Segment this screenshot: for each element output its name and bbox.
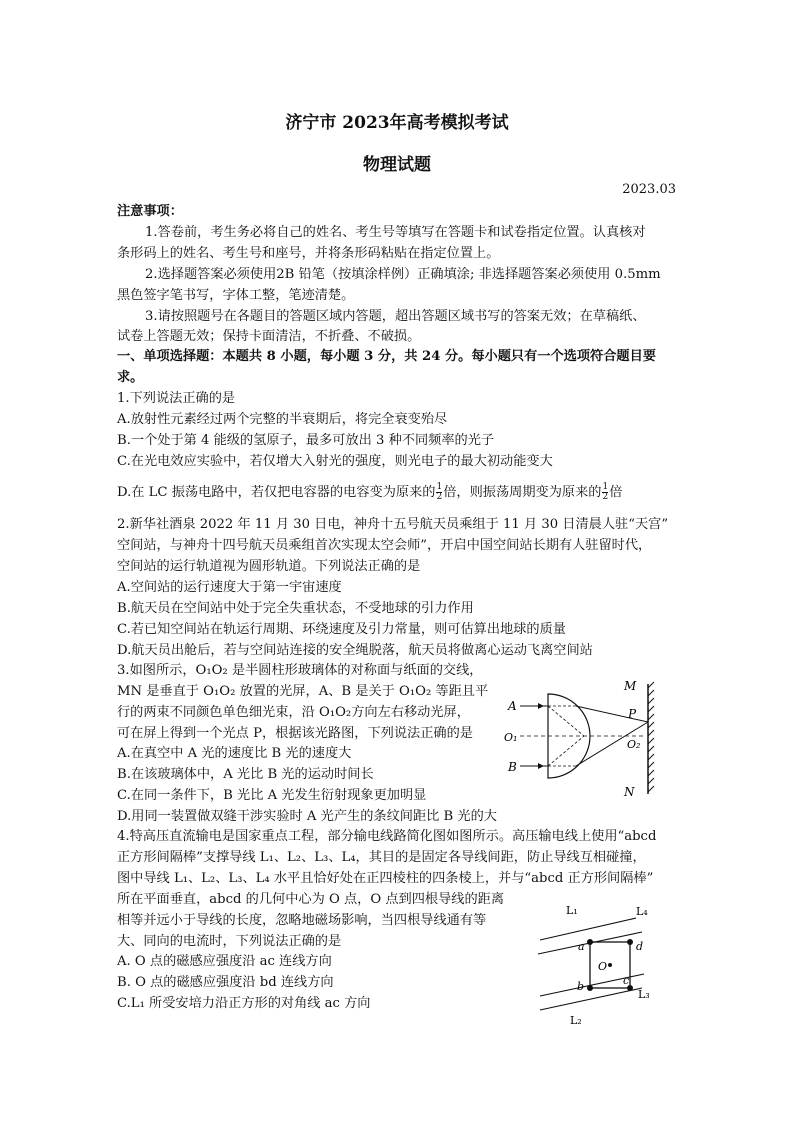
q2-stem: 2.新华社酒泉 2022 年 11 月 30 日电，神舟十五号航天员乘组于 11 月 30 日清晨人驻“天宫” xyxy=(117,517,669,532)
q1-option-d-text2: 倍，则振荡周期变为原来的 xyxy=(443,485,602,500)
q2-stem: 空间站的运行轨道视为圆形轨道。下列说法正确的是 xyxy=(117,559,421,574)
fraction-denominator: 2 xyxy=(602,492,609,502)
section-heading: 一、单项选择题：本题共 8 小题，每小题 3 分，共 24 分。每小题只有一个选项符合题目要 xyxy=(117,349,656,364)
q3-option-a: A.在真空中 A 光的速度比 B 光的速度大 xyxy=(117,746,352,761)
q1-option-b: B.一个处于第 4 能级的氢原子，最多可放出 3 种不同频率的光子 xyxy=(117,433,495,448)
subject-title: 物理试题 xyxy=(363,155,431,175)
node-d xyxy=(627,939,633,945)
fraction xyxy=(436,483,442,502)
q1-option-c: C.在光电效应实验中，若仅增大入射光的强度，则光电子的最大初动能变大 xyxy=(117,454,553,469)
label-l2: L₂ xyxy=(570,1014,582,1027)
label-b: b xyxy=(577,980,585,993)
notice-line: 黑色签字笔书写，字体工整，笔迹清楚。 xyxy=(117,288,355,303)
fraction-numerator: 1 xyxy=(602,482,609,492)
node-a xyxy=(587,939,593,945)
q2-option-b: B.航天员在空间站中处于完全失重状态，不受地球的引力作用 xyxy=(117,601,474,616)
q2-option-c: C.若已知空间站在轨运行周期、环绕速度及引力常量，则可估算出地球的质量 xyxy=(117,622,566,637)
screen-hatching xyxy=(648,682,654,792)
notice-line: 1.答卷前，考生务必将自己的姓名、考生号等填写在答题卡和试卷指定位置。认真核对 xyxy=(145,225,646,240)
q4-stem: 正方形间隔棒”支撑导线 L₁、L₂、L₃、L₄，其目的是固定各导线间距，防止导线互相碰撞， xyxy=(117,850,646,865)
node-b xyxy=(587,985,593,991)
q2-option-a: A.空间站的运行速度大于第一宇宙速度 xyxy=(117,580,342,595)
q2-stem: 空间站，与神舟十四号航天员乘组首次实现太空会师”，开启中国空间站长期有人驻留时代， xyxy=(117,538,652,553)
q3-option-b: B.在该玻璃体中，A 光比 B 光的运动时间长 xyxy=(117,767,374,782)
q3-stem: 3.如图所示，O₁O₂ 是半圆柱形玻璃体的对称面与纸面的交线， xyxy=(117,663,483,678)
notice-line: 条形码上的姓名、考生号和座号，并将条形码粘贴在指定位置上。 xyxy=(117,246,500,261)
arrow-icon xyxy=(538,703,544,709)
notice-line: 2.选择题答案必须使用2B 铅笔（按填涂样例）正确填涂; 非选择题答案必须使用 0.5mm xyxy=(145,267,661,282)
label-a: A xyxy=(508,699,517,713)
q1-option-d-text1: D.在 LC 振荡电路中，若仅把电容器的电容变为原来的 xyxy=(117,485,436,500)
section-heading-cont: 求。 xyxy=(117,370,144,385)
q2-option-d: D.航天员出舱后，若与空间站连接的安全绳脱落，航天员将做离心运动飞离空间站 xyxy=(117,643,593,658)
exam-title: 济宁市 2023年高考模拟考试 xyxy=(285,113,509,133)
arrow-icon xyxy=(538,763,544,769)
q3-stem: 行的两束不同颜色单色细光束，沿 O₁O₂方向左右移动光屏， xyxy=(117,705,470,720)
q3-stem: MN 是垂直于 O₁O₂ 放置的光屏，A、B 是关于 O₁O₂ 等距且平 xyxy=(117,684,489,699)
q4-stem: 所在平面垂直，abcd 的几何中心为 O 点，O 点到四根导线的距离 xyxy=(117,892,505,907)
label-l3: L₃ xyxy=(638,988,650,1001)
fraction-denominator: 2 xyxy=(436,492,443,502)
q3-option-d: D.用同一装置做双缝干涉实验时 A 光产生的条纹间距比 B 光的大 xyxy=(117,809,497,824)
q1-option-d xyxy=(117,482,622,503)
q3-stem: 可在屏上得到一个光点 P，根据该光路图，下列说法正确的是 xyxy=(117,726,473,741)
fraction xyxy=(602,483,608,502)
notice-line: 试卷上答题无效；保持卡面清洁，不折叠、不破损。 xyxy=(117,329,421,344)
label-l1: L₁ xyxy=(566,904,578,917)
label-p: P xyxy=(628,707,637,721)
q4-stem: 图中导线 L₁、L₂、L₃、L₄ 水平且恰好处在正四棱柱的四条棱上，并与“abcd 正方形间隔棒” xyxy=(117,871,654,886)
normal-line xyxy=(548,706,584,736)
q4-stem: 4.特高压直流输电是国家重点工程，部分输电线路简化图如图所示。高压输电线上使用“abcd xyxy=(117,829,657,844)
q4-stem: 相等并远小于导线的长度，忽略地磁场影响，当四根导线通有等 xyxy=(117,913,487,928)
q4-option-a: A. O 点的磁感应强度沿 ac 连线方向 xyxy=(117,954,332,969)
label-n: N xyxy=(624,785,635,799)
q3-optics-figure xyxy=(500,676,660,802)
q4-conductor-figure xyxy=(530,898,650,1028)
label-m: M xyxy=(624,679,637,693)
label-d: d xyxy=(636,940,644,953)
label-c: c xyxy=(623,974,630,987)
normal-line xyxy=(548,736,584,766)
notice-heading: 注意事项： xyxy=(117,204,183,219)
exam-date: 2023.03 xyxy=(622,182,676,197)
q4-stem: 大、同向的电流时，下列说法正确的是 xyxy=(117,934,342,949)
q3-option-c: C.在同一条件下，B 光比 A 光发生衍射现象更加明显 xyxy=(117,788,427,803)
q4-option-b: B. O 点的磁感应强度沿 bd 连线方向 xyxy=(117,975,334,990)
label-o: O xyxy=(598,960,608,973)
q1-option-d-text3: 倍 xyxy=(609,485,623,500)
q1-option-a: A.放射性元素经过两个完整的半衰期后，将完全衰变殆尽 xyxy=(117,412,448,427)
label-o2: O₂ xyxy=(627,738,641,751)
label-o1: O₁ xyxy=(504,731,518,744)
wire-l2 xyxy=(540,988,642,1010)
q1-stem: 1.下列说法正确的是 xyxy=(117,391,236,406)
notice-line: 3.请按照题号在各题目的答题区域内答题，超出答题区域书写的答案无效；在草稿纸、 xyxy=(145,309,646,324)
label-b: B xyxy=(508,760,517,774)
fraction-numerator: 1 xyxy=(436,482,443,492)
label-l4: L₄ xyxy=(636,905,648,918)
center-o xyxy=(608,963,612,967)
q4-option-c: C.L₁ 所受安培力沿正方形的对角线 ac 方向 xyxy=(117,996,371,1011)
label-a: a xyxy=(578,940,585,953)
